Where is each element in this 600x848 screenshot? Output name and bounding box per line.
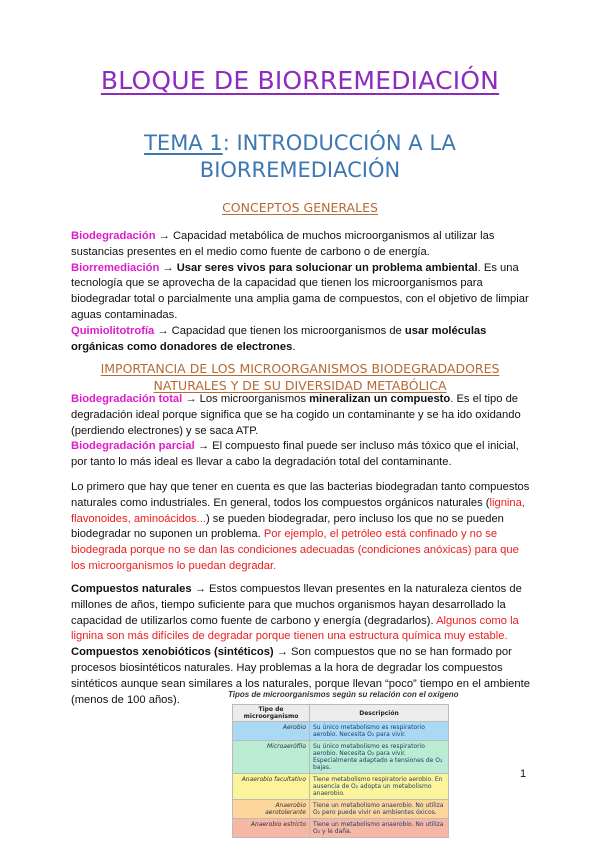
definition-text: . Es el tipo de degradación ideal porque significa que se ha cogido un contaminante y se ha ido oxidando (perdiendo electrones) y se saca ATP.	[71, 393, 521, 437]
definition-text: . Es una tecnología que se aprovecha de la capacidad que tienen los microorganismos para biodegradar total o parcialmente una amplia gama de compuestos, con el objetivo de limpiar aguas contaminadas.	[71, 261, 529, 321]
paragraph-bacterias	[71, 480, 533, 575]
table-header-row	[233, 705, 449, 722]
table-cell-type: Anaerobio aerotolerante	[233, 800, 310, 819]
table-caption: Tipos de microorganismos según su relación con el oxígeno	[228, 690, 459, 699]
definition-text: → Capacidad que tienen los microorganismos de	[154, 324, 405, 337]
table-cell-type: Anaerobio facultativo	[233, 774, 310, 800]
highlight-red: Por ejemplo, el petróleo está confinado y no se biodegrada porque no se dan las condiciones adecuadas (condiciones anóxicas) para que los microorganismos lo puedan degradar.	[71, 528, 519, 572]
term-compuestos-naturales: Compuestos naturales	[71, 583, 192, 595]
topic-title	[0, 130, 600, 184]
paragraph-text: → Estos compuestos llevan presentes en la naturaleza cientos de millones de años, tiempo suficiente para que muchos organismos hayan desarrollado la capacidad de utilizarlos como fuente de carbono y energía (degradarlos).	[71, 583, 522, 627]
term-quimiolitotrofia: Quimiolitotrofía	[71, 324, 155, 337]
section-heading-line2: NATURALES Y DE SU DIVERSIDAD METABÓLICA	[153, 378, 447, 393]
table-row	[233, 741, 449, 774]
table-header-description: Descripción	[310, 705, 449, 722]
section-heading-importancia	[0, 360, 600, 394]
term-biorremediacion: Biorremediación	[71, 261, 160, 274]
table-row	[233, 800, 449, 819]
section-heading-conceptos: CONCEPTOS GENERALES	[222, 200, 378, 215]
paragraph-text: ) se pueden biodegradar, pero incluso los que no se pueden biodegradar no suponen un problema.	[71, 512, 504, 541]
term-biodegradacion-total: Biodegradación total	[71, 393, 183, 405]
paragraph-text: Lo primero que hay que tener en cuenta es que las bacterias biodegradan tanto compuestos naturales como industriales. En general, todos los compuestos orgánicos naturales (	[71, 481, 530, 509]
definition-text: → Los microorganismos	[182, 393, 310, 405]
page-number: 1	[520, 768, 527, 780]
topic-title-line2: BIORREMEDIACIÓN	[199, 158, 401, 182]
definition-bold: mineralizan un compuesto	[309, 393, 451, 405]
page-title: BLOQUE DE BIORREMEDIACIÓN	[100, 66, 500, 95]
table-row	[233, 819, 449, 838]
highlight-red: Algunos como la lignina son más difíciles de degradar porque tienen una estructura química muy estable.	[71, 614, 519, 643]
table-cell-description: Tiene un metabolismo anaerobio. No utiliza O₂ pero puede vivir en ambientes óxicos.	[310, 800, 449, 819]
definition-text: → Capacidad metabólica de muchos microorganismos al utilizar las sustancias presentes en el medio como fuente de carbono o de energía.	[71, 230, 495, 258]
term-biodegradacion: Biodegradación	[71, 230, 156, 242]
term-biodegradacion-parcial: Biodegradación parcial	[71, 440, 195, 453]
definition-text: .	[292, 340, 296, 353]
highlight-red: lignina, flavonoides, aminoácidos...	[71, 496, 525, 525]
table-header-type: Tipo de microorganismo	[233, 705, 310, 722]
section-heading-line1: IMPORTANCIA DE LOS MICROORGANISMOS BIODEGRADADORES	[100, 361, 500, 376]
table-cell-description: Tiene metabolismo respiratorio aerobio. En ausencia de O₂ adopta un metabolismo anaerobio.	[310, 774, 449, 800]
oxygen-relation-table	[232, 704, 449, 838]
definition-text: → El compuesto final puede ser incluso más tóxico que el inicial, por tanto lo más ideal es llevar a cabo la degradación total del contaminante.	[71, 440, 519, 469]
definitions-block	[71, 229, 533, 355]
topic-title-rest: : INTRODUCCIÓN A LA	[222, 131, 456, 155]
biodegradation-types-block	[71, 392, 533, 471]
table-cell-description: Su único metabolismo es respiratorio aerobio. Necesita O₂ para vivir.	[310, 722, 449, 741]
table-cell-description: Tiene un metabolismo anaerobio. No utiliza O₂ y le daña.	[310, 819, 449, 838]
table-cell-type: Anaerobio estricto	[233, 819, 310, 838]
definition-bold: → Usar seres vivos para solucionar un problema ambiental	[159, 261, 478, 274]
table-row	[233, 722, 449, 741]
paragraph-text: → Son compuestos que no se han formado por procesos biosintéticos naturales. Hay problemas a la hora de degradar los compuestos sintéticos aunque sean similares a los naturales, porque llevan “poco” tiempo en el ambiente (menos de 100 años).	[71, 646, 530, 706]
table-cell-description: Su único metabolismo es respiratorio aerobio. Necesita O₂ para vivir. Especialmente adaptado a tensiones de O₂ bajas.	[310, 741, 449, 774]
definition-bold: usar moléculas orgánicas como donadores de electrones	[71, 324, 487, 353]
table-row	[233, 774, 449, 800]
table-cell-type: Microaerófilo	[233, 741, 310, 774]
table-cell-type: Aerobio	[233, 722, 310, 741]
topic-number: TEMA 1	[144, 131, 223, 155]
term-compuestos-xenobioticos: Compuestos xenobióticos (sintéticos)	[71, 646, 274, 659]
